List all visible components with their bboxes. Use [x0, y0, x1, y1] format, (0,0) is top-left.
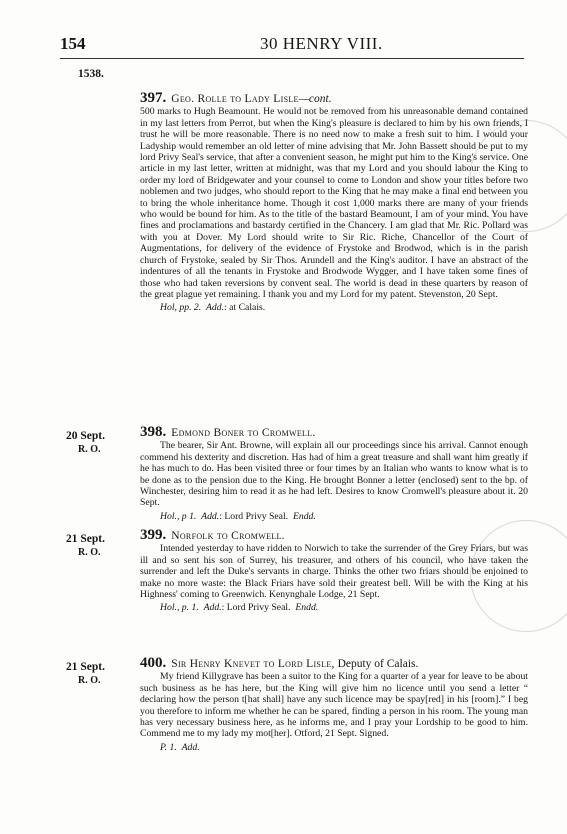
- entry-source: R. O.: [78, 675, 101, 686]
- year-label: 1538.: [78, 68, 104, 80]
- entry-footnote: [140, 302, 528, 313]
- entry-date: 21 Sept.: [66, 533, 105, 545]
- foot-description: Hol, pp. 2.: [160, 302, 202, 314]
- entry-number: 397.: [140, 90, 167, 106]
- foot-address: : Lord Privy Seal.: [221, 602, 291, 614]
- entry-title: Norfolk to Cromwell.: [171, 530, 285, 542]
- entry-date: 20 Sept.: [66, 430, 105, 442]
- entry-margin: [66, 532, 105, 560]
- header-rule: [60, 58, 524, 59]
- foot-address-label: Add.: [203, 602, 222, 614]
- foot-address-label: Add.: [206, 302, 225, 314]
- entry-source: R. O.: [78, 444, 101, 455]
- calendar-entry: [140, 655, 528, 753]
- entry-number: 400.: [140, 655, 167, 671]
- calendar-entry: [140, 424, 528, 522]
- entry-source: R. O.: [78, 547, 101, 558]
- entry-heading: [140, 424, 528, 440]
- entry-heading: [140, 655, 528, 671]
- foot-endorsement: Endd.: [295, 602, 319, 614]
- entry-number: 398.: [140, 424, 167, 440]
- entry-number: 399.: [140, 527, 167, 543]
- calendar-entry: [140, 90, 528, 314]
- foot-address-label: Add.: [201, 510, 220, 522]
- entry-title-suffix: —cont.: [298, 93, 332, 105]
- entry-margin: [66, 429, 105, 457]
- running-title: 30 HENRY VIII.: [260, 34, 383, 53]
- entry-date: 21 Sept.: [66, 661, 105, 673]
- entry-title: Geo. Rolle to Lady Lisle: [171, 93, 299, 105]
- entry-footnote: [140, 742, 528, 753]
- foot-address-label: Add.: [181, 741, 200, 753]
- entry-margin: [66, 660, 105, 688]
- entry-title: Sir Henry Knevet to Lord Lisle,: [171, 658, 335, 670]
- entry-body: 500 marks to Hugh Beamount. He would not be removed from his unreasonable demand contained in my last letters from Perrot, but when the King's pleasure is declared to him by his own friends, I trust he will be more reasonable. There is no need now to make a fresh suit to him. I would your Ladyship would remember an old letter of mine advising that Mr. John Bassett should be put to my lord Privy Seal's service, that after a convenient season, he might put him to the King's service. One article in my last letter, written at midnight, was that my Lord and you should labour the King to order my lord of Bridgewater and your counsel to come to London and show your titles before two noblemen and two judges, who should report to the King that he may make a final end between you to bring the whole inheritance home. Though it cost 1,000 marks there are many of your friends who would be bound for him. As to the title of the bastard Beamount, I am of your mind. You have fines and proclamations and bastardy certified in the Chancery. I am glad that Mr. Ric. Pollard was with you at Dover. My Lord should write to Sir Ric. Riche, Chancellor of the Court of Augmentations, for delivery of the evidence of Frystoke and Brodwod, which is in the parish church of Frystoke, sealed by Sir Thos. Arundell and the King's auditor. I have an abstract of the indentures of all the tenants in Frystoke and Brodwode Wygger, and I have taken some fines of those who had taken reversions by convent seal. The world is dead in these quarters by reason of the great plague yet remaining. I thank you and my Lord for my patent. Stevenston, 20 Sept.: [140, 106, 528, 300]
- foot-address: : at Calais.: [224, 302, 266, 314]
- entry-footnote: [140, 602, 528, 613]
- foot-description: Hol., p. 1.: [160, 602, 199, 614]
- page-number: 154: [60, 34, 86, 53]
- foot-address: : Lord Privy Seal.: [219, 510, 289, 522]
- calendar-entry: [140, 527, 528, 614]
- entry-heading: [140, 527, 528, 543]
- entry-body: Intended yesterday to have ridden to Norwich to take the surrender of the Grey Friars, but was ill and so sent his son of Surrey, his treasurer, and others of his council, who have taken the surrender and left the Duke's servants in charge. Thinks the other two friars should be enjoined to make no more waste: the Black Friars have sold their greatest bell. Will be with the King at his Highness' coming to Greenwich. Kenynghale Lodge, 21 Sept.: [140, 543, 528, 601]
- entry-title: Edmond Boner to Cromwell.: [171, 427, 316, 439]
- entry-heading: [140, 90, 528, 106]
- entry-body: The bearer, Sir Ant. Browne, will explain all our proceedings since his arrival. Cannot enough commend his dexterity and discretion. Has had of him a great treasure and shall want him greatly if he has much to do. Has been visited three or four times by an Italian who wants to know what is to be done as to the pension due to the King. He brought Bonner a letter (enclosed) sent to the bp. of Winchester, desiring him to read it as he had left. Desires to know Cromwell's pleasure about it. 20 Sept.: [140, 440, 528, 509]
- entry-body: My friend Killygrave has been a suitor to the King for a quarter of a year for leave to be about such business as he has here, but the King will give him no licence until you send a letter “ declaring how the person t[hat shall] have any such licence may be spay[red] in his [room].” I beg you therefore to inform me whether he can be spared, finding a person in his room. The young man has very necessary business here, as he informs me, and I pray your Lordship to be good to him. Commend me to my lady my mot[her]. Otford, 21 Sept. Signed.: [140, 671, 528, 740]
- entry-footnote: [140, 511, 528, 522]
- foot-description: P. 1.: [160, 741, 177, 753]
- foot-description: Hol., p 1.: [160, 510, 197, 522]
- foot-endorsement: Endd.: [292, 510, 316, 522]
- entry-title-suffix: Deputy of Calais.: [334, 658, 419, 670]
